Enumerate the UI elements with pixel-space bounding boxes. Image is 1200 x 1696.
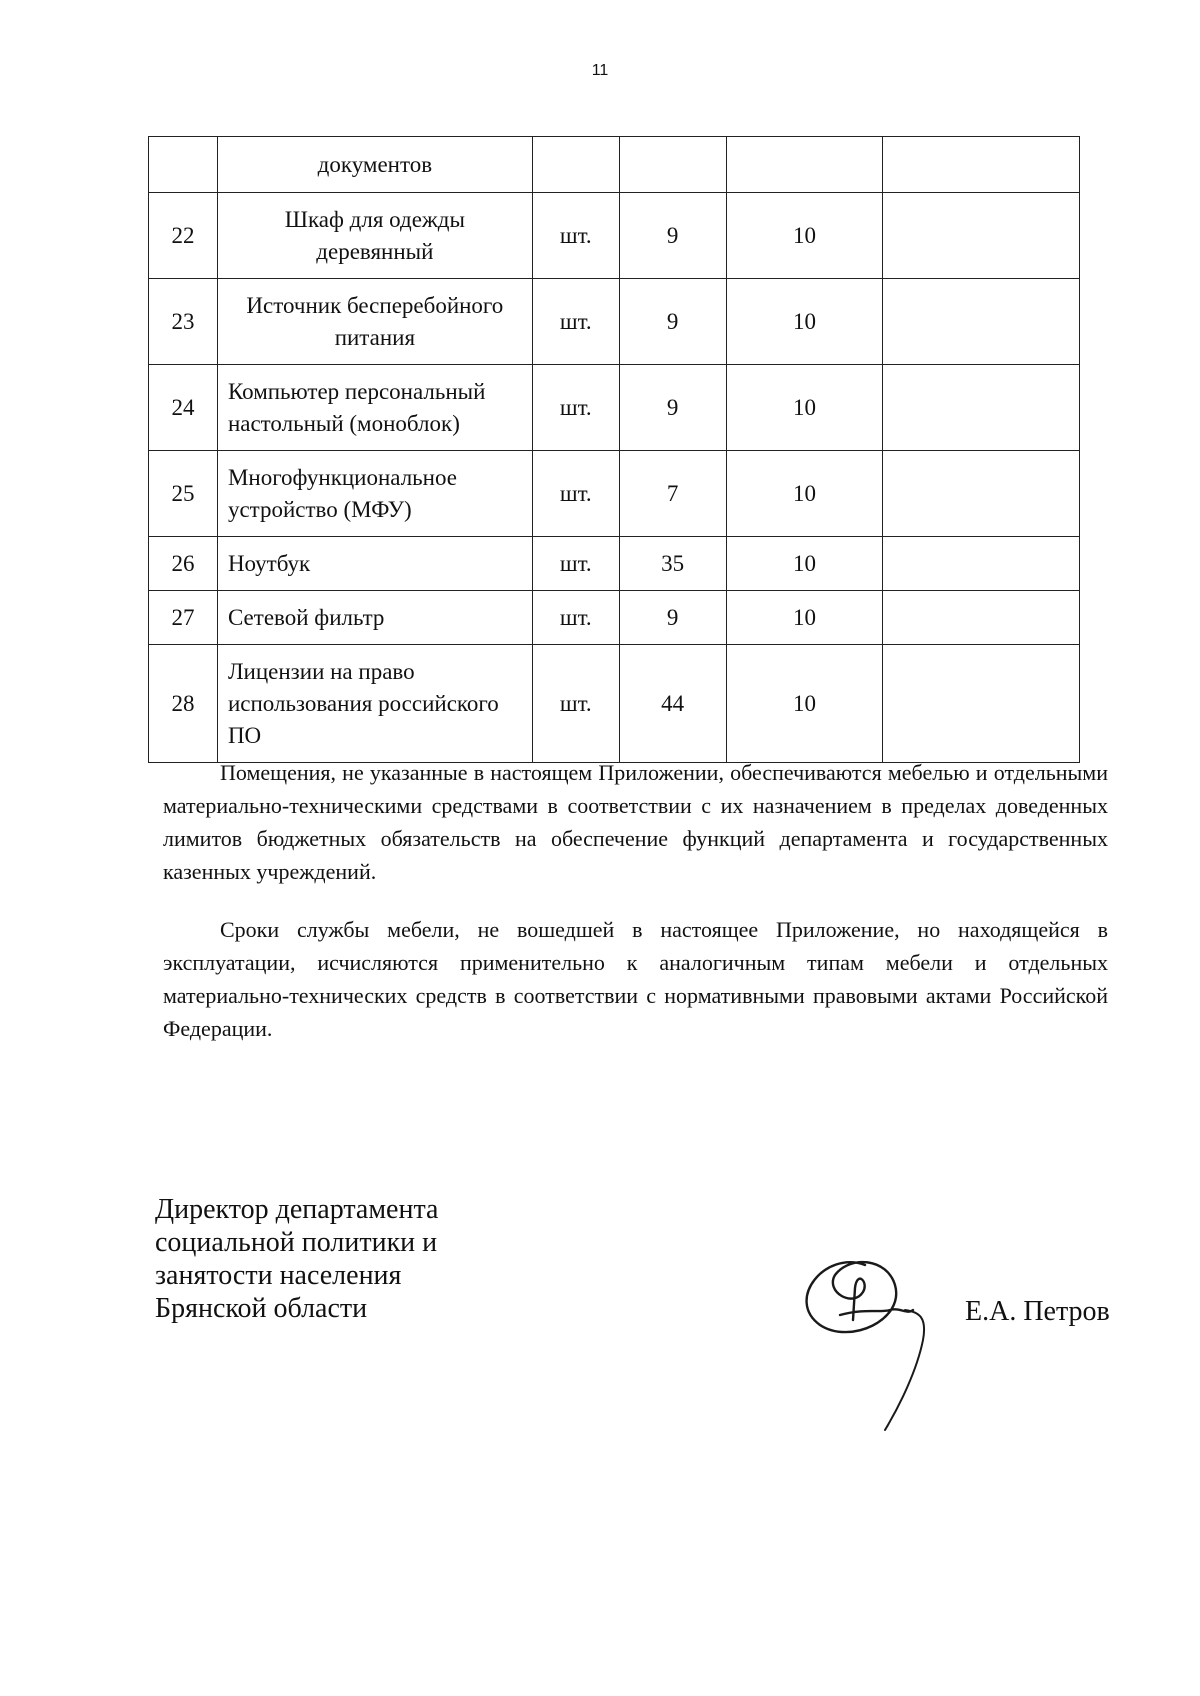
unit-cell: шт. <box>532 365 619 451</box>
note-cell <box>883 365 1080 451</box>
service-life-cell: 10 <box>726 645 883 763</box>
service-life-cell: 10 <box>726 365 883 451</box>
table-row <box>149 193 1080 279</box>
note-cell <box>883 193 1080 279</box>
quantity-cell: 9 <box>619 365 726 451</box>
service-life-cell: 10 <box>726 279 883 365</box>
signer-title <box>155 1193 585 1325</box>
equipment-table <box>148 136 1080 763</box>
item-name-cell: Многофункциональное устройство (МФУ) <box>217 451 532 537</box>
service-life-cell <box>726 137 883 193</box>
signer-title-line: Брянской области <box>155 1293 368 1324</box>
row-number-cell: 27 <box>149 591 218 645</box>
row-number-cell: 24 <box>149 365 218 451</box>
row-number-cell: 26 <box>149 537 218 591</box>
quantity-cell: 7 <box>619 451 726 537</box>
table-row <box>149 137 1080 193</box>
item-name-cell: документов <box>217 137 532 193</box>
item-name-cell: Ноутбук <box>217 537 532 591</box>
table-row <box>149 365 1080 451</box>
paragraph-service-life: Сроки службы мебели, не вошедшей в настоящее Приложение, но находящейся в эксплуатации, исчисляются применительно к аналогичным типам мебели и отдельных материально-технических средств в соответствии с нормативными правовыми актами Российской Федерации. <box>163 917 1108 1041</box>
item-name-cell: Лицензии на право использования российского ПО <box>217 645 532 763</box>
table-row <box>149 591 1080 645</box>
note-cell <box>883 645 1080 763</box>
table-row <box>149 537 1080 591</box>
note-cell <box>883 279 1080 365</box>
service-life-cell: 10 <box>726 591 883 645</box>
unit-cell: шт. <box>532 645 619 763</box>
unit-cell: шт. <box>532 451 619 537</box>
note-cell <box>883 137 1080 193</box>
table-row <box>149 279 1080 365</box>
note-cell <box>883 537 1080 591</box>
note-cell <box>883 591 1080 645</box>
body-text <box>163 756 1108 1045</box>
signer-name: Е.А. Петров <box>965 1296 1110 1327</box>
unit-cell <box>532 137 619 193</box>
page-number: 11 <box>591 62 609 79</box>
quantity-cell: 9 <box>619 193 726 279</box>
quantity-cell <box>619 137 726 193</box>
quantity-cell: 9 <box>619 279 726 365</box>
row-number-cell: 23 <box>149 279 218 365</box>
quantity-cell: 35 <box>619 537 726 591</box>
unit-cell: шт. <box>532 591 619 645</box>
service-life-cell: 10 <box>726 451 883 537</box>
equipment-table-body <box>149 137 1080 763</box>
service-life-cell: 10 <box>726 193 883 279</box>
item-name-cell: Шкаф для одежды деревянный <box>217 193 532 279</box>
row-number-cell: 28 <box>149 645 218 763</box>
unit-cell: шт. <box>532 537 619 591</box>
service-life-cell: 10 <box>726 537 883 591</box>
item-name-cell: Источник бесперебойного питания <box>217 279 532 365</box>
paragraph-rooms: Помещения, не указанные в настоящем Приложении, обеспечиваются мебелью и отдельными материально-техническими средствами в соответствии с их назначением в пределах доведенных лимитов бюджетных обязательств на обеспечение функций департамента и государственных казенных учреждений. <box>163 760 1108 884</box>
item-name-cell: Компьютер персональный настольный (моноблок) <box>217 365 532 451</box>
table-row <box>149 645 1080 763</box>
unit-cell: шт. <box>532 279 619 365</box>
handwritten-signature <box>795 1230 965 1440</box>
quantity-cell: 44 <box>619 645 726 763</box>
item-name-cell: Сетевой фильтр <box>217 591 532 645</box>
signer-title-line: социальной политики и <box>155 1227 438 1258</box>
signer-title-line: Директор департамента <box>155 1194 439 1225</box>
table-row <box>149 451 1080 537</box>
row-number-cell: 25 <box>149 451 218 537</box>
row-number-cell: 22 <box>149 193 218 279</box>
note-cell <box>883 451 1080 537</box>
row-number-cell <box>149 137 218 193</box>
signer-title-line: занятости населения <box>155 1260 402 1291</box>
unit-cell: шт. <box>532 193 619 279</box>
quantity-cell: 9 <box>619 591 726 645</box>
